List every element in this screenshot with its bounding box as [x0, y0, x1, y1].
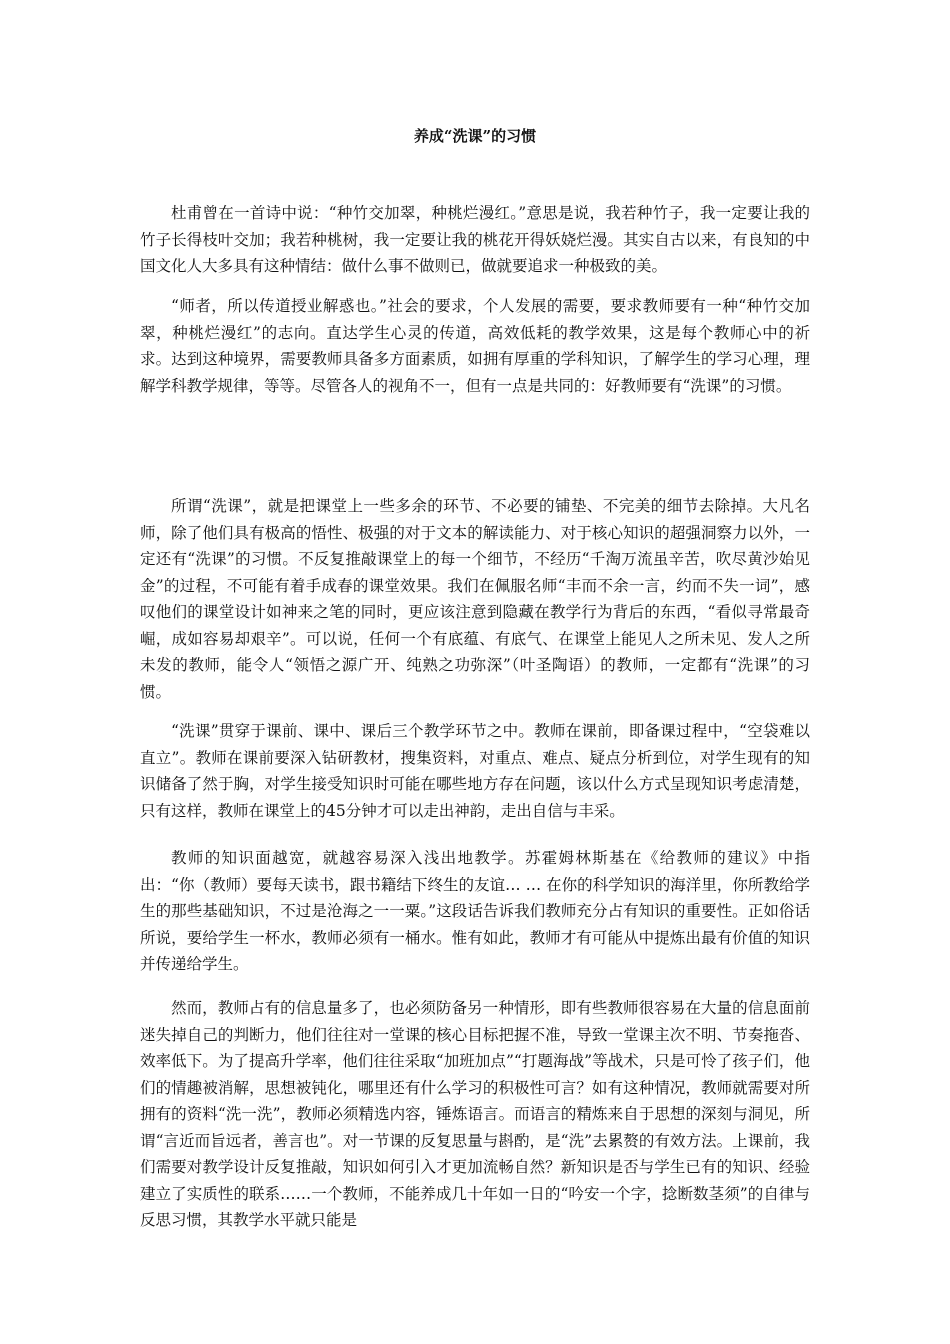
paragraph-1: 杜甫曾在一首诗中说：“种竹交加翠，种桃烂漫红。”意思是说，我若种竹子，我一定要让我的竹子长得枝叶交加；我若种桃树，我一定要让我的桃花开得妖娆烂漫。其实自古以来，有良知的中国文化人大多具有这种情结：做什么事不做则已，做就要追求一种极致的美。 — [140, 204, 810, 275]
paragraph-3: 所谓“洗课”，就是把课堂上一些多余的环节、不必要的铺垫、不完美的细节去除掉。大凡名师，除了他们具有极高的悟性、极强的对于文本的解读能力、对于核心知识的超强洞察力以外，一定还有“洗课”的习惯。不反复推敲课堂上的每一个细节，不经历“千淘万流虽辛苦，吹尽黄沙始见金”的过程，不可能有着手成春的课堂效果。我们在佩服名师“丰而不余一言，约而不失一词”，感叹他们的课堂设计如神来之笔的同时，更应该注意到隐藏在教学行为背后的东西，“看似寻常最奇崛，成如容易却艰辛”。可以说，任何一个有底蕴、有底气、在课堂上能见人之所未见、发人之所未发的教师，能令人“领悟之源广开、纯熟之功弥深”（叶圣陶语）的教师，一定都有“洗课”的习惯。 — [140, 497, 810, 701]
paragraph-5: 教师的知识面越宽，就越容易深入浅出地教学。苏霍姆林斯基在《给教师的建议》中指出：“你（教师）要每天读书，跟书籍结下终生的友谊… … 在你的科学知识的海洋里，你所教给学生的那些基础知识，不过是沧海之一一粟。”这段话告诉我们教师充分占有知识的重要性。正如俗话所说，要给学生一杯水，教师必须有一桶水。惟有如此，教师才有可能从中提炼出最有价值的知识并传递给学生。 — [140, 849, 810, 973]
paragraph-4: “洗课”贯穿于课前、课中、课后三个教学环节之中。教师在课前，即备课过程中，“空袋难以直立”。教师在课前要深入钻研教材，搜集资料，对重点、难点、疑点分析到位，对学生现有的知识储备了然于胸，对学生接受知识时可能在哪些地方存在问题，该以什么方式呈现知识考虑清楚，只有这样，教师在课堂上的45分钟才可以走出神韵，走出自信与丰采。 — [140, 722, 810, 820]
paragraph-2: “师者，所以传道授业解惑也。”社会的要求，个人发展的需要，要求教师要有一种“种竹交加翠，种桃烂漫红”的志向。直达学生心灵的传道，高效低耗的教学效果，这是每个教师心中的祈求。达到这种境界，需要教师具备多方面素质，如拥有厚重的学科知识，了解学生的学习心理，理解学科教学规律，等等。尽管各人的视角不一，但有一点是共同的：好教师要有“洗课”的习惯。 — [140, 297, 810, 395]
document-title: 养成“洗课”的习惯 — [413, 127, 537, 145]
paragraph-6: 然而，教师占有的信息量多了，也必须防备另一种情形，即有些教师很容易在大量的信息面前迷失掉自己的判断力，他们往往对一堂课的核心目标把握不准，导致一堂课主次不明、节奏拖沓、效率低下。为了提高升学率，他们往往采取“加班加点”“打题海战”等战术，只是可怜了孩子们，他们的情趣被消解，思想被钝化，哪里还有什么学习的积极性可言？如有这种情况，教师就需要对所拥有的资料“洗一洗”，教师必须精选内容，锤炼语言。而语言的精炼来自于思想的深刻与洞见，所谓“言近而旨远者，善言也”。对一节课的反复思量与斟酌，是“洗”去累赘的有效方法。上课前，我们需要对教学设计反复推敲，知识如何引入才更加流畅自然？新知识是否与学生已有的知识、经验建立了实质性的联系……一个教师，不能养成几十年如一日的“吟安一个字，捻断数茎须”的自律与反思习惯，其教学水平就只能是 — [140, 999, 810, 1229]
